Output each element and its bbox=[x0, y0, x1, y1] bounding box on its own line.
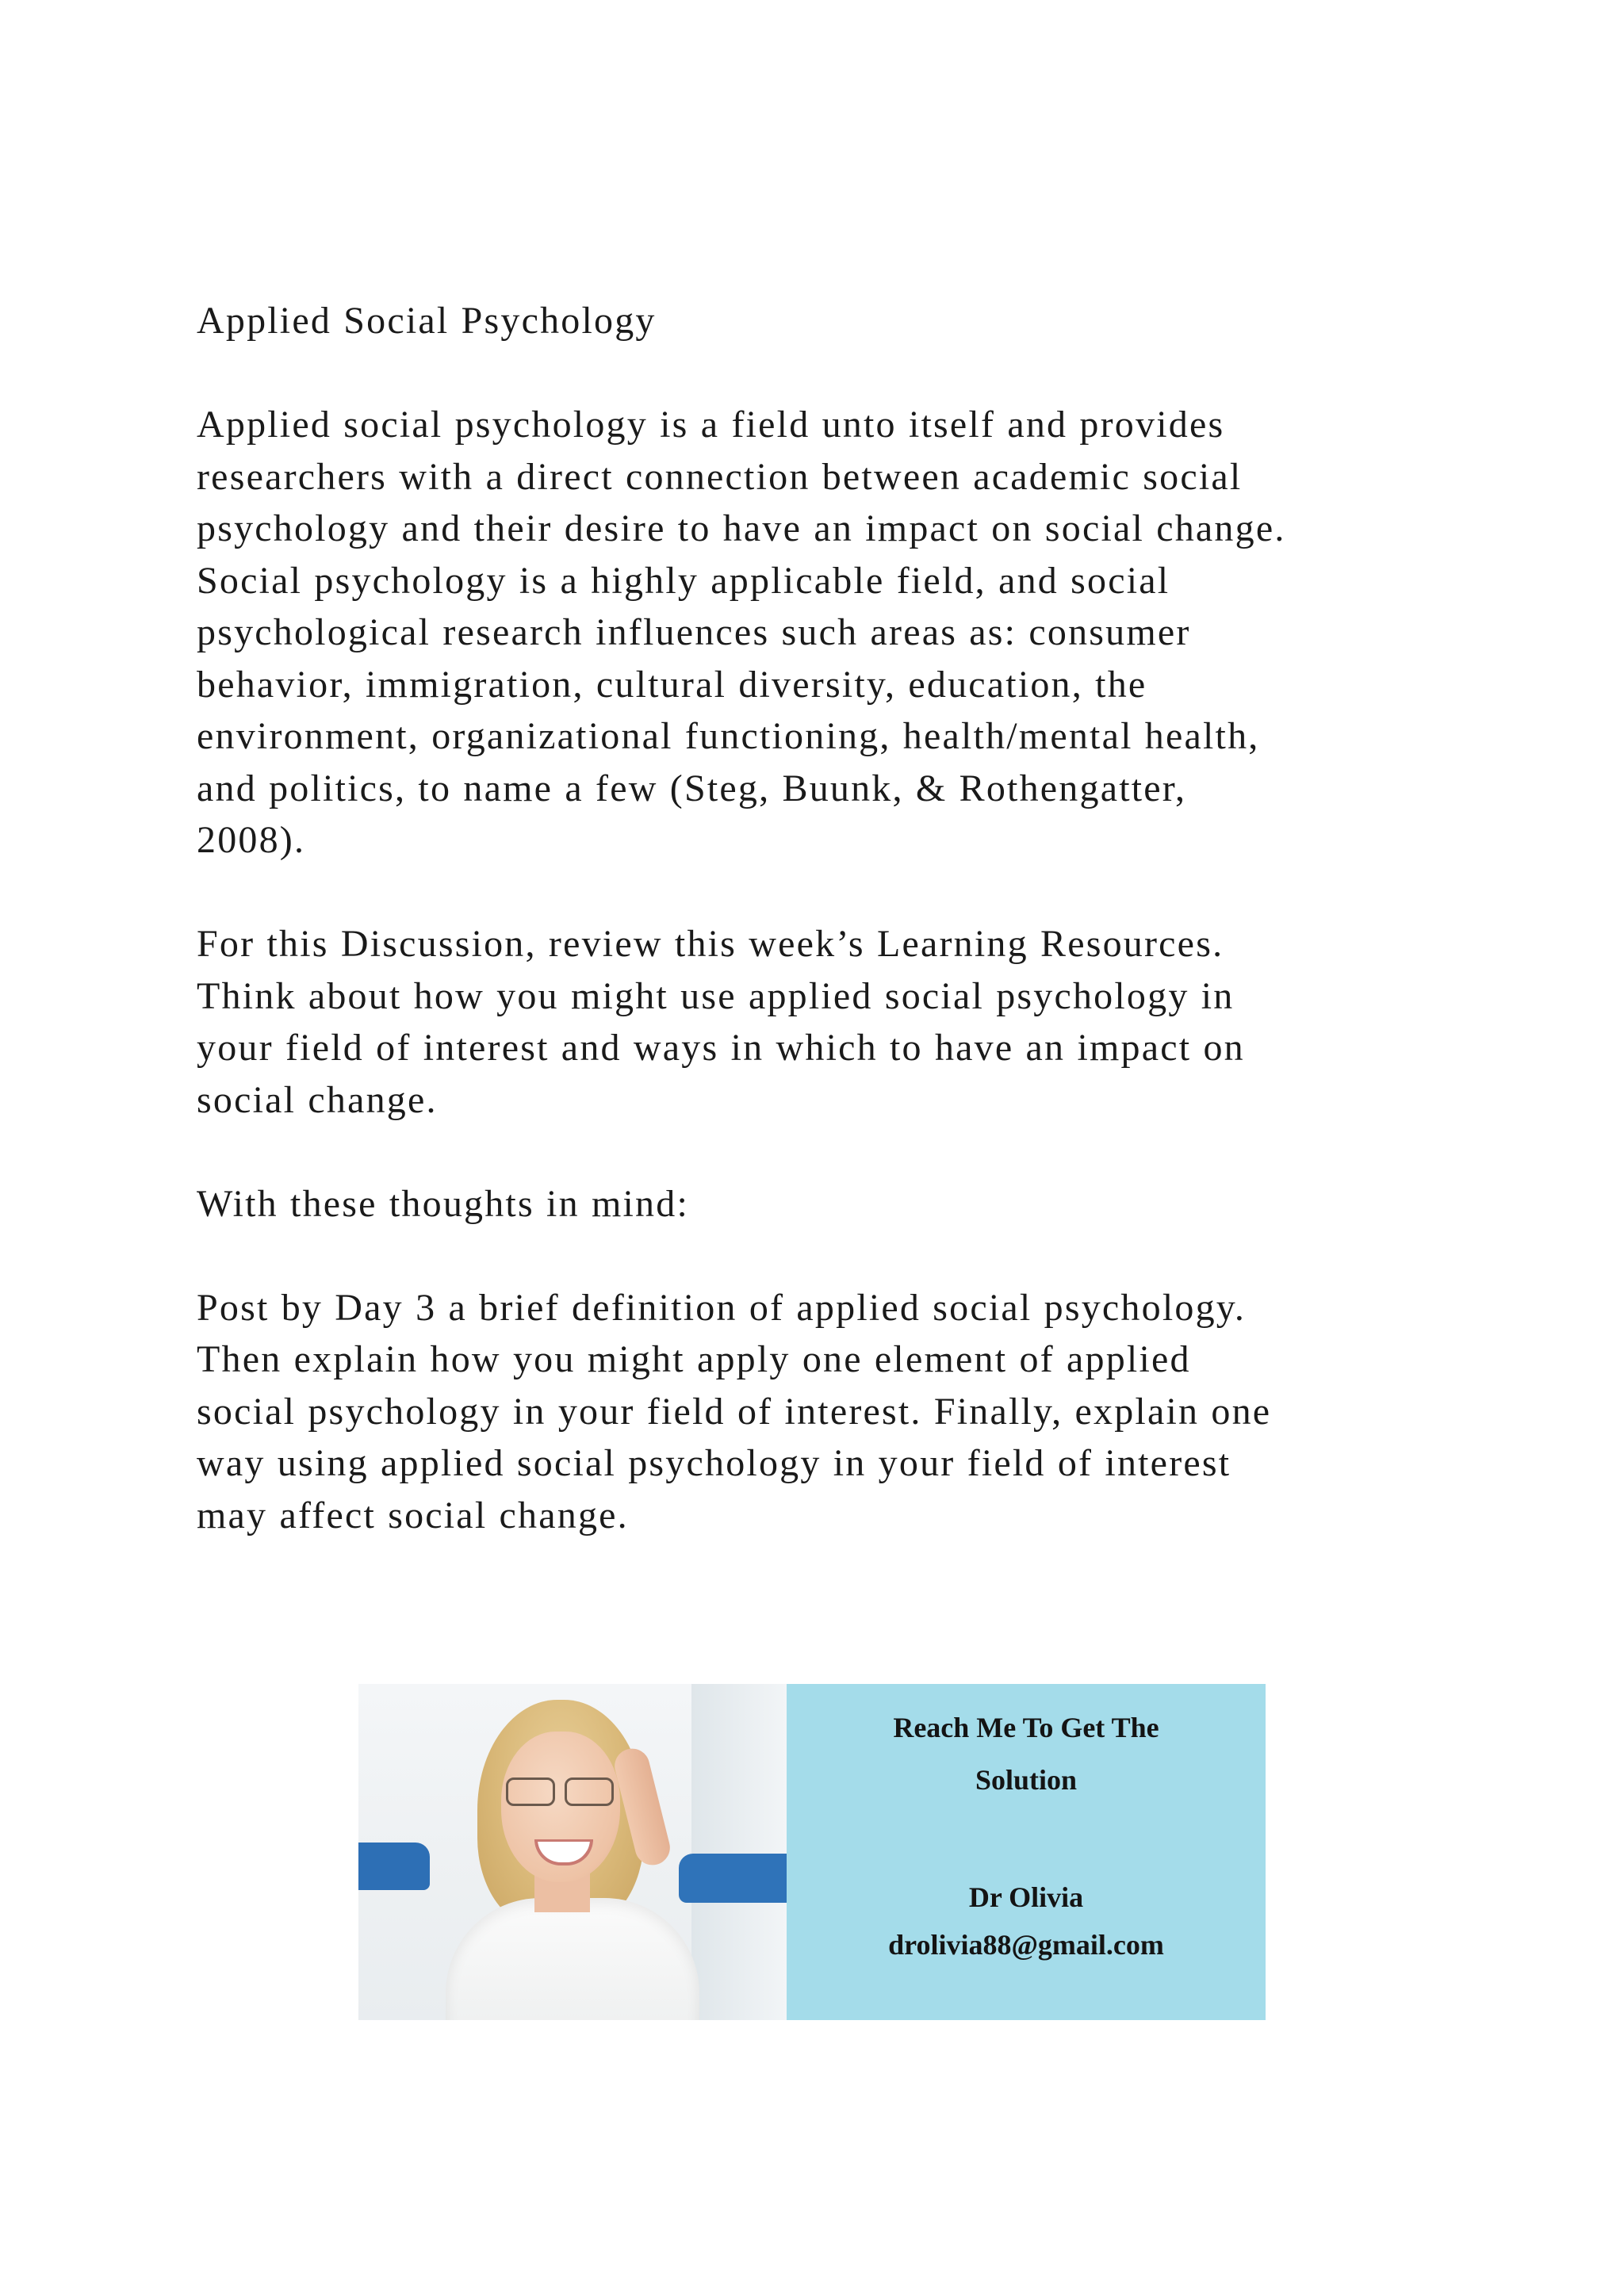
promo-banner bbox=[358, 1684, 1266, 2020]
text-line: way using applied social psychology in your field of interest bbox=[197, 1442, 1231, 1484]
text-line: and politics, to name a few (Steg, Buunk, & Rothengatter, bbox=[197, 767, 1187, 809]
banner-headline-line1: Reach Me To Get The bbox=[893, 1712, 1159, 1743]
blue-chair-right bbox=[679, 1854, 787, 1903]
paragraph-discussion bbox=[197, 918, 1465, 1126]
text-line: 2008). bbox=[197, 819, 306, 861]
background-wall bbox=[691, 1684, 787, 2020]
paragraph-gap bbox=[197, 1126, 1465, 1178]
text-line: With these thoughts in mind: bbox=[197, 1182, 689, 1225]
woman-photo bbox=[358, 1684, 787, 2020]
banner-headline-line2: Solution bbox=[975, 1764, 1078, 1796]
text-line: Then explain how you might apply one element of applied bbox=[197, 1338, 1191, 1380]
contact-name: Dr Olivia bbox=[968, 1881, 1084, 1913]
blue-chair-left bbox=[358, 1843, 430, 1890]
contact-email: drolivia88@gmail.com bbox=[888, 1929, 1164, 1961]
text-line: your field of interest and ways in which to have an impact on bbox=[197, 1027, 1245, 1069]
text-line: social change. bbox=[197, 1078, 438, 1121]
contact-panel bbox=[787, 1684, 1266, 2020]
paragraph-instructions bbox=[197, 1282, 1465, 1542]
text-line: environment, organizational functioning, health/mental health, bbox=[197, 715, 1260, 757]
paragraph-gap bbox=[197, 867, 1465, 919]
text-line: may affect social change. bbox=[197, 1494, 629, 1536]
text-line: Social psychology is a highly applicable field, and social bbox=[197, 559, 1170, 602]
paragraph-intro bbox=[197, 399, 1465, 867]
paragraph-gap bbox=[197, 1230, 1465, 1282]
glasses-icon bbox=[506, 1777, 617, 1804]
text-line: social psychology in your field of interest. Finally, explain one bbox=[197, 1390, 1272, 1433]
text-line: Post by Day 3 a brief definition of applied social psychology. bbox=[197, 1286, 1247, 1329]
document-body bbox=[197, 295, 1465, 1541]
text-line: Applied social psychology is a field unto itself and provides bbox=[197, 404, 1225, 446]
text-line: behavior, immigration, cultural diversity, education, the bbox=[197, 663, 1147, 706]
text-line: psychological research influences such areas as: consumer bbox=[197, 611, 1191, 653]
document-title: Applied Social Psychology bbox=[197, 300, 657, 342]
paragraph-thoughts bbox=[197, 1178, 1465, 1230]
text-line: Think about how you might use applied social psychology in bbox=[197, 974, 1235, 1017]
text-line: researchers with a direct connection between academic social bbox=[197, 455, 1243, 498]
white-shirt bbox=[446, 1898, 699, 2020]
text-line: psychology and their desire to have an impact on social change. bbox=[197, 507, 1286, 549]
text-line: For this Discussion, review this week’s Learning Resources. bbox=[197, 923, 1224, 965]
